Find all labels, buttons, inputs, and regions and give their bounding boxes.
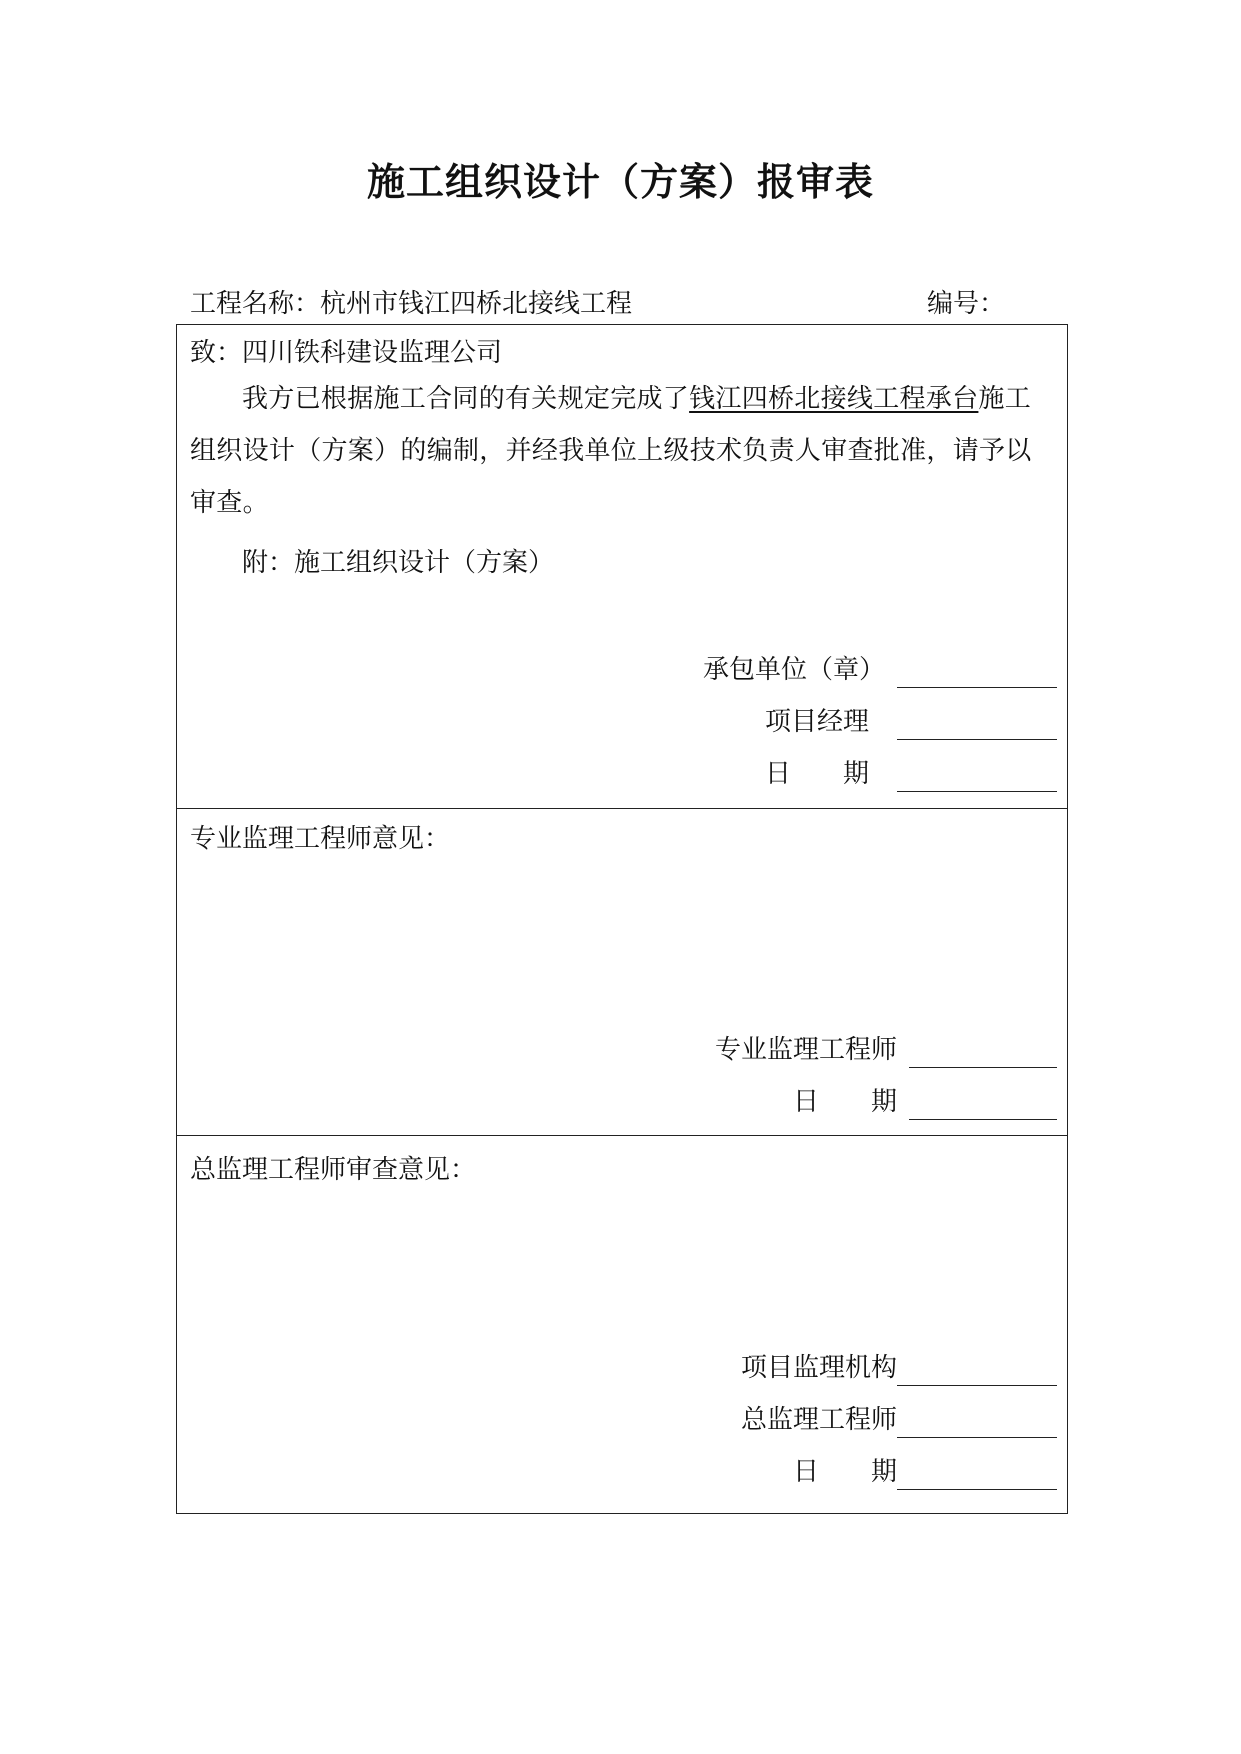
project-name-label: 工程名称： <box>190 289 321 319</box>
review-form <box>176 324 1068 1514</box>
date-label-2b: 期 <box>870 1087 897 1117</box>
date-row-3 <box>793 1454 1057 1490</box>
body-underlined-work: 钱江四桥北接线工程承台 <box>689 384 979 414</box>
date-field-3[interactable] <box>897 1459 1057 1490</box>
project-name-value: 杭州市钱江四桥北接线工程 <box>320 289 633 319</box>
project-name <box>190 286 632 322</box>
body-suffix: 施工组织设计（方案）的编制，并经我单位上级技术负责人审查批准，请予以审查。 <box>190 384 1032 518</box>
org-signature-field[interactable] <box>897 1355 1057 1386</box>
date-label-3a: 日 <box>792 1457 819 1487</box>
org-label: 项目监理机构 <box>740 1353 897 1383</box>
pm-signature-field[interactable] <box>897 709 1057 740</box>
contractor-section <box>177 325 1067 809</box>
date-row-2 <box>793 1084 1057 1120</box>
date-row-1 <box>765 756 1057 792</box>
specialist-signature-row <box>715 1032 1057 1068</box>
recipient <box>190 335 502 371</box>
submission-paragraph <box>190 373 1056 529</box>
date-label-1b: 期 <box>842 759 869 789</box>
recipient-value: 四川铁科建设监理公司 <box>242 338 503 368</box>
contractor-signature-row <box>703 652 1057 688</box>
project-meta-row <box>190 286 1070 322</box>
contractor-signature-field[interactable] <box>897 657 1057 688</box>
body-prefix: 我方已根据施工合同的有关规定完成了 <box>242 384 690 414</box>
pm-label: 项目经理 <box>764 707 869 737</box>
form-title: 施工组织设计（方案）报审表 <box>366 159 874 204</box>
recipient-label: 致： <box>190 338 243 368</box>
date-label-2a: 日 <box>792 1087 819 1117</box>
date-field-1[interactable] <box>897 761 1057 792</box>
specialist-opinion-heading: 专业监理工程师意见： <box>190 824 451 854</box>
chief-signature-field[interactable] <box>897 1407 1057 1438</box>
chief-signature-row <box>741 1402 1057 1438</box>
chief-label: 总监理工程师 <box>740 1405 897 1435</box>
pm-signature-row <box>765 704 1057 740</box>
org-signature-row <box>741 1350 1057 1386</box>
date-label-1a: 日 <box>764 759 791 789</box>
date-label-3b: 期 <box>870 1457 897 1487</box>
specialist-label: 专业监理工程师 <box>714 1035 897 1065</box>
chief-opinion-heading: 总监理工程师审查意见： <box>190 1155 477 1185</box>
chief-engineer-section <box>177 1136 1067 1513</box>
specialist-signature-field[interactable] <box>909 1037 1057 1068</box>
contractor-label: 承包单位（章） <box>702 655 885 685</box>
attachment-line: 附：施工组织设计（方案） <box>242 548 555 578</box>
specialist-engineer-section <box>177 809 1067 1136</box>
project-number-label: 编号： <box>927 289 1006 319</box>
date-field-2[interactable] <box>909 1089 1057 1120</box>
